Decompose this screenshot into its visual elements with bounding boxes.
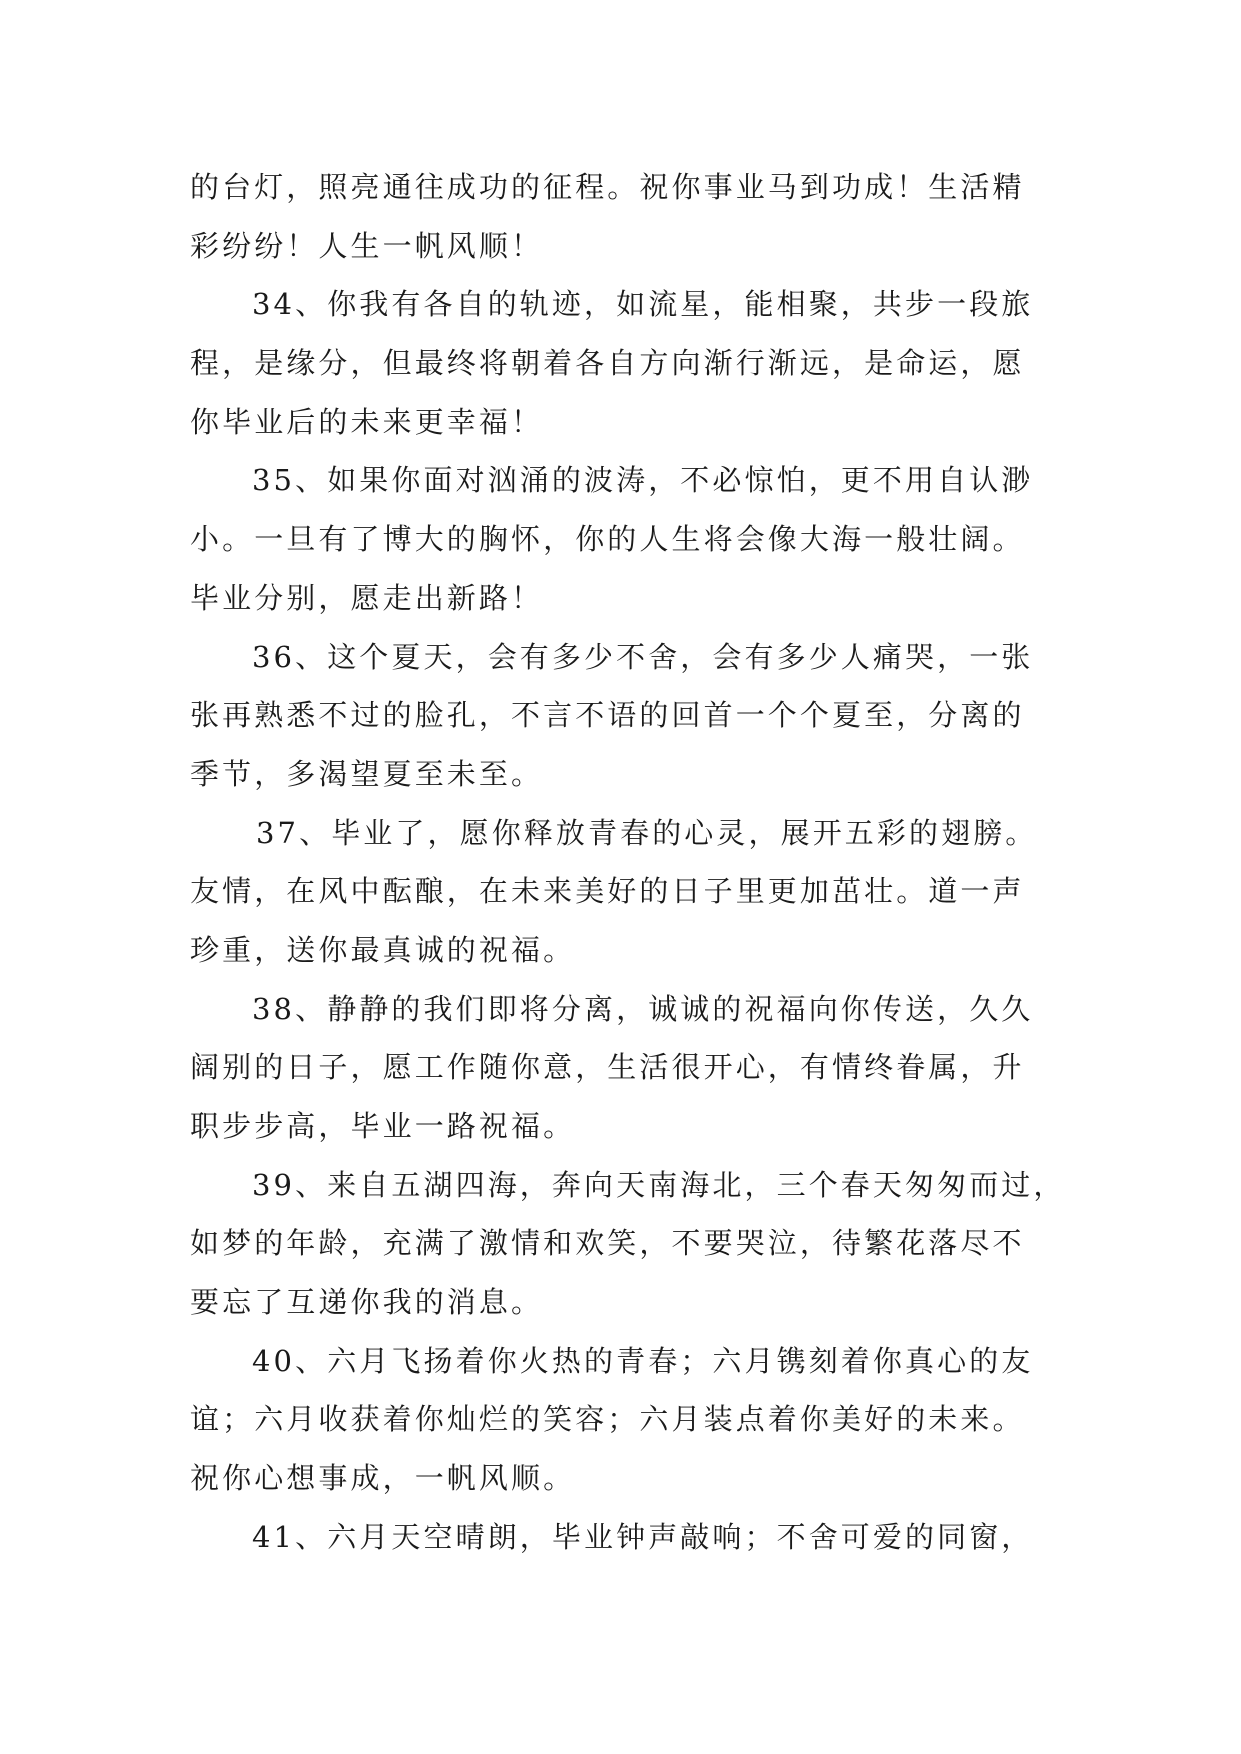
paragraph-36-start: 36、这个夏天，会有多少不舍，会有多少人痛哭，一张 — [252, 639, 1034, 674]
text-line: 你毕业后的未来更幸福！ — [190, 404, 544, 439]
text-line: 祝你心想事成，一帆风顺。 — [190, 1461, 576, 1496]
text-line: 季节，多渴望夏至未至。 — [190, 756, 544, 791]
text-line: 的台灯，照亮通往成功的征程。祝你事业马到功成！生活精 — [190, 170, 1025, 204]
text-line: 小。一旦有了博大的胸怀，你的人生将会像大海一般壮阔。 — [190, 522, 1025, 557]
text-line: 张再熟悉不过的脸孔，不言不语的回首一个个夏至，分离的 — [190, 698, 1025, 733]
text-line: 程，是缘分，但最终将朝着各自方向渐行渐远，是命运，愿 — [190, 346, 1025, 381]
text-line: 友情，在风中酝酿，在未来美好的日子里更加茁壮。道一声 — [190, 874, 1025, 909]
text-line: 要忘了互递你我的消息。 — [190, 1285, 544, 1320]
document-body — [190, 158, 1066, 1567]
text-line: 彩纷纷！人生一帆风顺！ — [190, 228, 544, 263]
text-line: 如梦的年龄，充满了激情和欢笑，不要哭泣，待繁花落尽不 — [190, 1226, 1025, 1261]
paragraph-38-start: 38、静静的我们即将分离，诚诚的祝福向你传送，久久 — [252, 991, 1034, 1026]
paragraph-37-start: 37、毕业了，愿你释放青春的心灵，展开五彩的翅膀。 — [256, 815, 1038, 850]
text-line: 阔别的日子，愿工作随你意，生活很开心，有情终眷属，升 — [190, 1050, 1025, 1085]
paragraph-35-start: 35、如果你面对汹涌的波涛，不必惊怕，更不用自认渺 — [252, 463, 1034, 498]
paragraph-40-start: 40、六月飞扬着你火热的青春；六月镌刻着你真心的友 — [252, 1343, 1034, 1378]
text-line: 毕业分别，愿走出新路！ — [190, 580, 544, 615]
text-line: 职步步高，毕业一路祝福。 — [190, 1109, 576, 1143]
paragraph-41-start: 41、六月天空晴朗，毕业钟声敲响；不舍可爱的同窗， — [252, 1519, 1034, 1554]
paragraph-39-start: 39、来自五湖四海，奔向天南海北，三个春天匆匆而过， — [252, 1167, 1066, 1202]
paragraph-34-start: 34、你我有各自的轨迹，如流星，能相聚，共步一段旅 — [252, 287, 1034, 322]
text-line: 谊；六月收获着你灿烂的笑容；六月装点着你美好的未来。 — [190, 1402, 1025, 1437]
text-line: 珍重，送你最真诚的祝福。 — [190, 932, 576, 967]
